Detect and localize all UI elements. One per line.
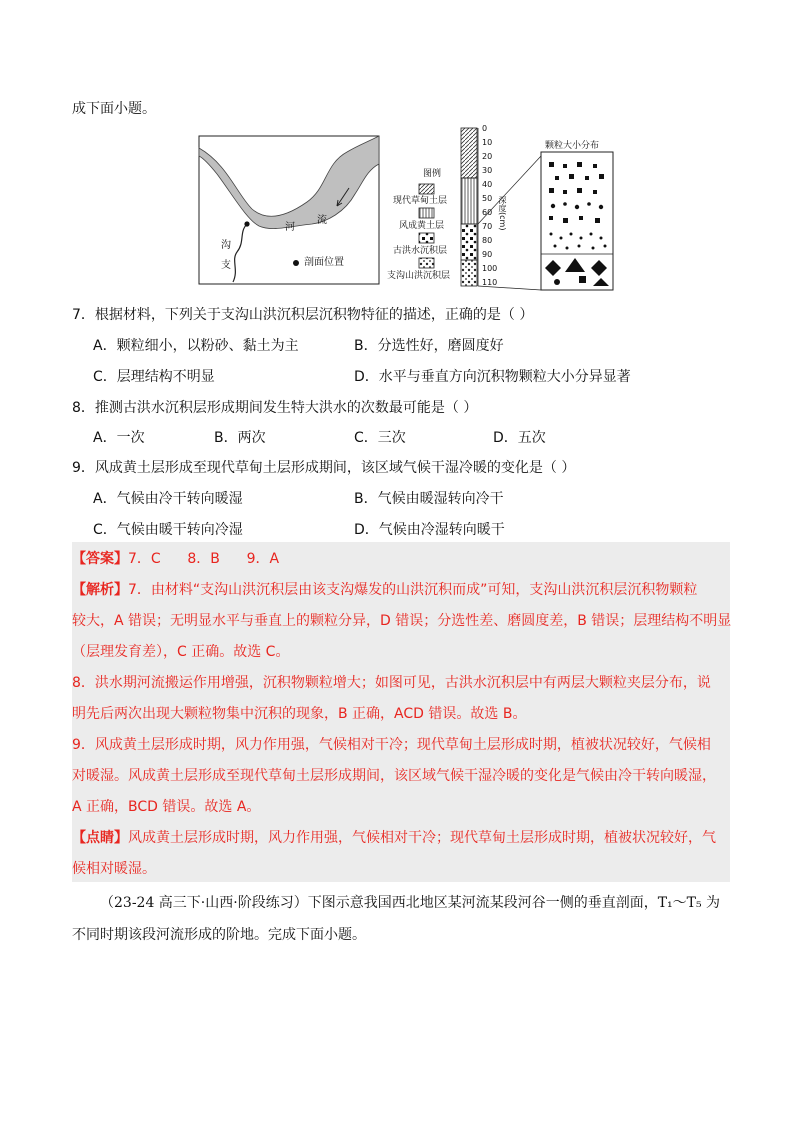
analysis-line-8: A 正确，BCD 错误。故选 A。 xyxy=(72,799,261,815)
answer-text: 7．C 8．B 9．A xyxy=(128,551,280,567)
legend-item-meadow: 现代草甸土层 xyxy=(393,196,448,206)
question-8-option-b: B．两次 xyxy=(214,430,266,446)
analysis-line-1 xyxy=(72,580,697,600)
legend-item-paleoflood: 古洪水沉积层 xyxy=(393,246,448,256)
intro-tail: 成下面小题。 xyxy=(72,101,156,117)
depth-tick: 10 xyxy=(482,138,493,147)
question-9-option-d: D．气候由冷湿转向暖干 xyxy=(354,522,505,538)
analysis-tag: 【解析】 xyxy=(72,582,128,598)
depth-tick: 110 xyxy=(482,278,498,287)
grain-title: 颗粒大小分布 xyxy=(545,141,600,151)
question-8-stem: 8．推测古洪水沉积层形成期间发生特大洪水的次数最可能是（ ） xyxy=(72,400,478,416)
depth-axis-label: 深度(cm) xyxy=(498,196,507,231)
answer-tag: 【答案】 xyxy=(72,551,128,567)
depth-tick: 50 xyxy=(482,194,493,203)
depth-tick: 60 xyxy=(482,208,493,217)
tip-line-2: 候相对暖湿。 xyxy=(72,861,156,877)
depth-tick: 40 xyxy=(482,180,493,189)
question-9-option-b: B．气候由暖湿转向冷干 xyxy=(354,491,504,507)
question-7-option-b: B．分选性好，磨圆度好 xyxy=(354,338,504,354)
answer-line xyxy=(72,549,279,569)
tip-line-1 xyxy=(72,828,716,848)
legend-item-gully-flood: 支沟山洪沉积层 xyxy=(387,271,451,281)
analysis-text: 7．由材料“支沟山洪沉积层由该支沟爆发的山洪沉积而成”可知，支沟山洪沉积层沉积物颗粒 xyxy=(128,582,698,598)
question-8-option-c: C．三次 xyxy=(354,430,406,446)
next-intro-line-2: 不同时期该段河流形成的阶地。完成下面小题。 xyxy=(72,927,366,943)
question-9-option-a: A．气候由冷干转向暖湿 xyxy=(93,491,243,507)
question-7-option-c: C．层理结构不明显 xyxy=(93,369,215,385)
analysis-line-7: 对暖湿。风成黄土层形成至现代草甸土层形成期间，该区域气候干湿冷暖的变化是气候由冷干转向暖湿， xyxy=(72,768,716,784)
analysis-line-4: 8．洪水期河流搬运作用增强，沉积物颗粒增大；如图可见，古洪水沉积层中有两层大颗粒夹层分布，说 xyxy=(72,675,711,691)
question-7-option-d: D．水平与垂直方向沉积物颗粒大小分异显著 xyxy=(354,369,631,385)
question-9-option-c: C．气候由暖干转向冷湿 xyxy=(93,522,243,538)
depth-tick: 30 xyxy=(482,166,493,175)
depth-tick: 20 xyxy=(482,152,493,161)
map-label-profile: 剖面位置 xyxy=(304,257,344,268)
sediment-profile-figure xyxy=(197,124,617,298)
analysis-line-6: 9．风成黄土层形成时期，风力作用强，气候相对干冷；现代草甸土层形成时期，植被状况较好，气候相 xyxy=(72,737,711,753)
question-7-stem: 7．根据材料，下列关于支沟山洪沉积层沉积物特征的描述，正确的是（ ） xyxy=(72,307,534,323)
map-label-branch-b: 支 xyxy=(221,260,231,271)
tip-tag: 【点睛】 xyxy=(72,830,128,846)
legend-title: 图例 xyxy=(423,169,442,179)
depth-tick: 80 xyxy=(482,236,493,245)
depth-tick: 0 xyxy=(482,124,488,133)
depth-tick: 90 xyxy=(482,250,493,259)
map-label-river-a: 河 xyxy=(285,222,295,233)
map-label-branch-a: 沟 xyxy=(221,240,231,251)
question-8-option-d: D．五次 xyxy=(493,430,546,446)
map-label-river-b: 流 xyxy=(317,215,327,226)
profile-point xyxy=(293,260,299,266)
analysis-line-2: 较大，A 错误；无明显水平与垂直上的颗粒分异，D 错误；分选性差、磨圆度差，B 错误；层理结构不明显 xyxy=(72,613,732,629)
analysis-line-3: （层理发育差），C 正确。故选 C。 xyxy=(72,644,290,660)
legend-item-loess: 风成黄土层 xyxy=(399,221,445,231)
question-8-option-a: A．一次 xyxy=(93,430,145,446)
next-intro-line-1: （23-24 高三下·山西·阶段练习）下图示意我国西北地区某河流某段河谷一侧的垂直剖面，T₁～T₅ 为 xyxy=(100,895,721,911)
question-7-option-a: A．颗粒细小，以粉砂、黏土为主 xyxy=(93,338,299,354)
question-9-stem: 9．风成黄土层形成至现代草甸土层形成期间，该区域气候干湿冷暖的变化是（ ） xyxy=(72,460,576,476)
analysis-line-5: 明先后两次出现大颗粒物集中沉积的现象，B 正确，ACD 错误。故选 B。 xyxy=(72,706,527,722)
tip-text: 风成黄土层形成时期，风力作用强，气候相对干冷；现代草甸土层形成时期，植被状况较好，气 xyxy=(128,830,716,846)
depth-tick: 100 xyxy=(482,264,498,273)
depth-tick: 70 xyxy=(482,222,493,231)
